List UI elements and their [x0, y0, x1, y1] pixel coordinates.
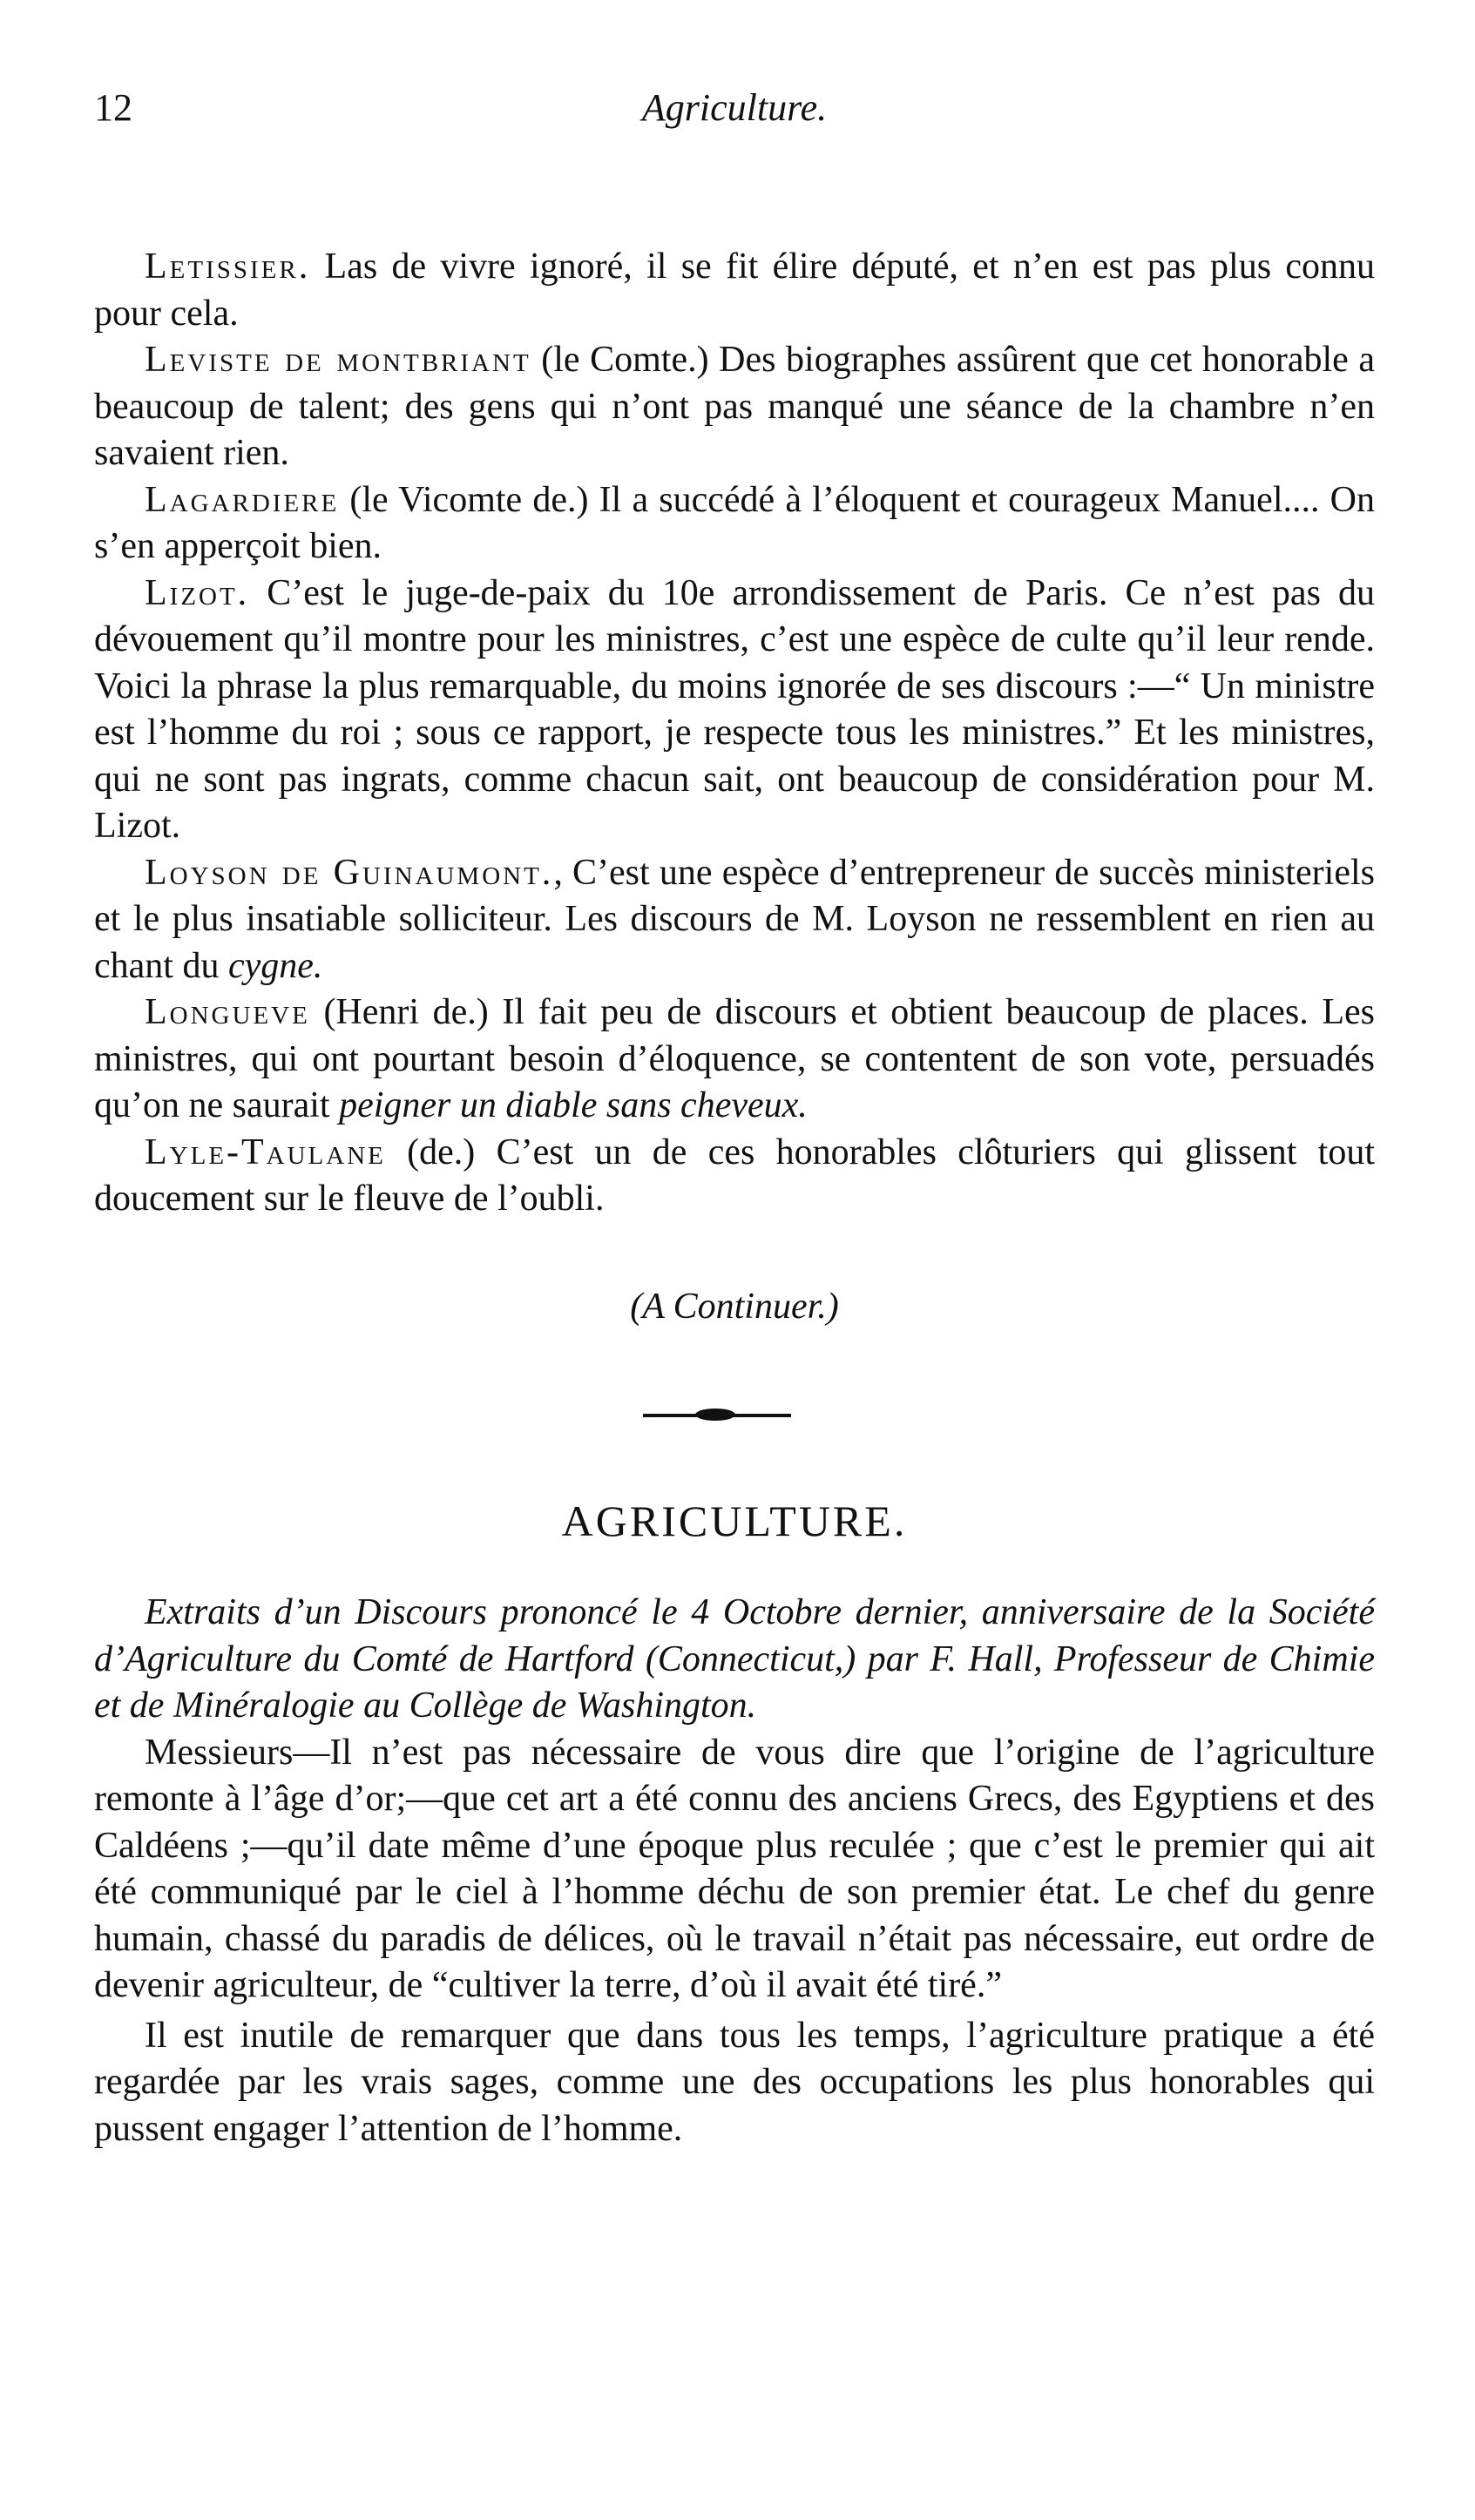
- body-paragraph: Messieurs—Il n’est pas nécessaire de vous dire que l’origine de l’agriculture remonte à l’âge d’or;—que cet art a été connu des anciens Grecs, des Egyptiens et des Caldéens ;—qu’il date même d’une époque plus reculée ; que c’est le premier qui ait été communiqué par le ciel à l’homme déchu de son premier état. Le chef du genre humain, chassé du paradis de délices, où le travail n’était pas nécessaire, eut ordre de devenir agriculteur, de “cultiver la terre, d’où il avait été tiré.”: [94, 1732, 1375, 2005]
- entry-text: (le Comte.) Des biographes assûrent que cet honorable a beaucoup de talent; des gens qui n’ont pas manqué une séance de la chambre n’en savaient rien.: [94, 340, 1376, 473]
- entry-name: Lizot.: [145, 572, 250, 613]
- entry-loyson: [94, 850, 1375, 990]
- entry-list: [94, 244, 1375, 1223]
- entry-name: Lyle-Taulane: [145, 1132, 386, 1172]
- entry-name: Lagardiere: [145, 479, 340, 520]
- section-title: AGRICULTURE.: [561, 1496, 908, 1545]
- entry-text: , C’est une espèce d’entrepreneur de succès ministeriels et le plus insatiable solliciteur. Les discours de M. Loyson ne ressemblent en rien au chant du: [94, 852, 1375, 986]
- entry-text: (le Vicomte de.) Il a succédé à l’éloquent et courageux Manuel.... On s’en apperçoit bien.: [94, 479, 1375, 566]
- entry-longueve: [94, 990, 1375, 1130]
- entry-name: Letissier.: [145, 247, 311, 287]
- entry-leviste: [94, 337, 1375, 477]
- entry-name: Loyson de Guinaumont.: [145, 852, 554, 893]
- page: [94, 70, 1375, 2152]
- entry-letissier: [94, 244, 1375, 337]
- entry-italic-tail: peigner un diable sans cheveux.: [339, 1085, 808, 1125]
- ornamental-divider: [94, 1405, 1375, 1426]
- divider-ornament: [695, 1409, 735, 1421]
- entry-lyle-taulane: [94, 1130, 1375, 1223]
- body-paragraph: Il est inutile de remarquer que dans tous les temps, l’agriculture pratique a été regardée par les vrais sages, comme une des occupations les plus honorables qui pussent engager l’attention de l’homme.: [94, 2015, 1375, 2149]
- entry-lagardiere: [94, 477, 1375, 571]
- entry-italic-tail: cygne.: [227, 945, 323, 986]
- entry-text: (de.) C’est un de ces honorables clôturiers qui glissent tout doucement sur le fleuve de l’oubli.: [94, 1132, 1376, 1219]
- entry-name: Longueve: [145, 992, 310, 1032]
- section-intro: Extraits d’un Discours prononcé le 4 Octobre dernier, anniversaire de la Société d’Agriculture du Comté de Hartford (Connecticut,) par F. Hall, Professeur de Chimie et de Minéralogie au Collège de Washington.: [94, 1592, 1375, 1726]
- entry-text: (Henri de.) Il fait peu de discours et obtient beaucoup de places. Les ministres, qui ont pourtant besoin d’éloquence, se contentent de son vote, persuadés qu’on ne saurait: [94, 992, 1376, 1125]
- entry-lizot: [94, 571, 1375, 850]
- continuation-note: (A Continuer.): [630, 1286, 839, 1327]
- entry-text: Las de vivre ignoré, il se fit élire député, et n’en est pas plus connu pour cela.: [94, 247, 1375, 334]
- entry-text: C’est le juge-de-paix du 10e arrondissement de Paris. Ce n’est pas du dévouement qu’il montre pour les ministres, c’est une espèce de culte qu’il leur rende. Voici la phrase la plus remarquable, du moins ignorée de ses discours :—“ Un ministre est l’homme du roi ; sous ce rapport, je respecte tous les ministres.” Et les ministres, qui ne sont pas ingrats, comme chacun sait, ont beaucoup de considération pour M. Lizot.: [94, 572, 1375, 846]
- running-head: [94, 70, 1375, 153]
- running-title: Agriculture.: [641, 86, 828, 129]
- page-number: 12: [94, 86, 132, 129]
- entry-name: Leviste de montbriant: [145, 340, 531, 380]
